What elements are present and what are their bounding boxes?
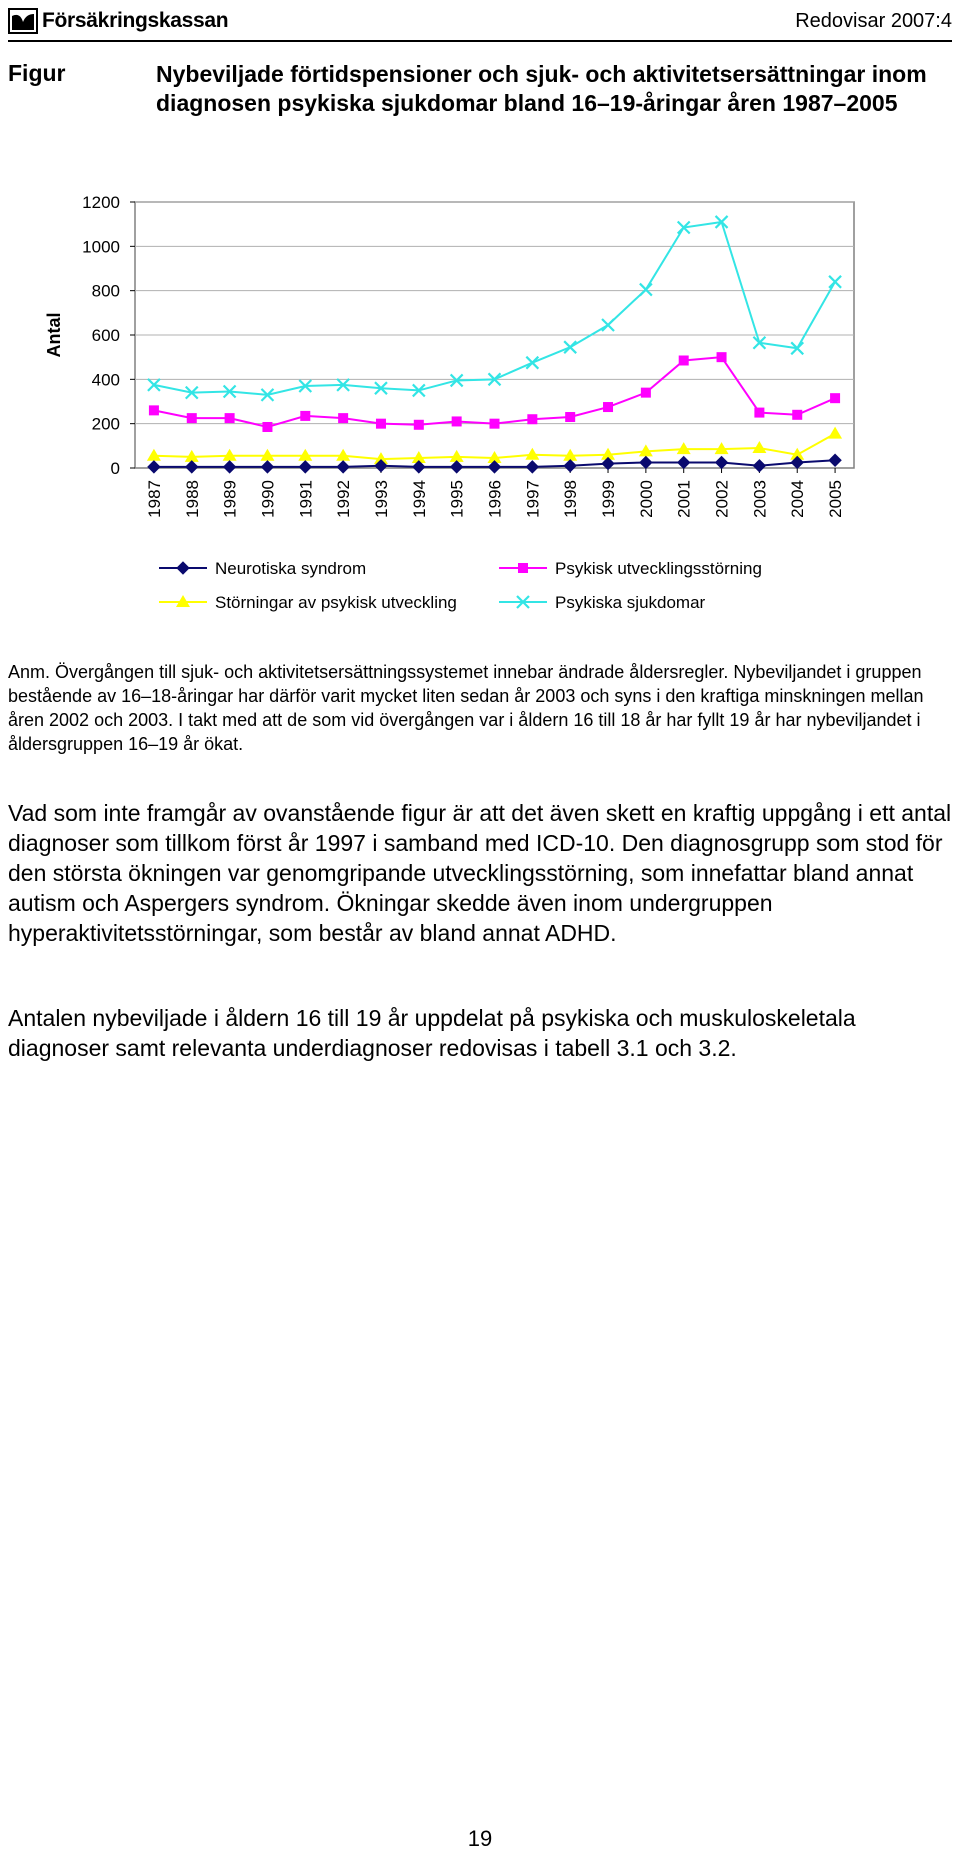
x-tick-label: 1999 xyxy=(599,480,619,518)
forsakringskassan-logo-icon xyxy=(8,8,38,34)
y-tick-label: 1000 xyxy=(82,237,120,257)
data-point xyxy=(300,411,310,421)
x-tick-label: 1991 xyxy=(296,480,316,518)
data-point xyxy=(414,420,424,430)
y-tick-label: 0 xyxy=(110,459,120,478)
data-point xyxy=(262,422,272,432)
x-tick-label: 1992 xyxy=(334,480,354,518)
y-tick-label: 800 xyxy=(91,281,120,301)
data-point xyxy=(679,355,689,365)
x-tick-label: 1990 xyxy=(258,480,278,518)
x-tick-label: 1988 xyxy=(182,480,202,518)
data-point xyxy=(565,412,575,422)
legend-swatch-marker xyxy=(177,562,189,574)
x-tick-label: 2003 xyxy=(750,480,770,518)
data-point xyxy=(376,419,386,429)
legend-label: Psykiska sjukdomar xyxy=(555,593,706,612)
body-paragraph-2: Antalen nybeviljade i åldern 16 till 19 år uppdelat på psykiska och muskuloskeletala diagnoser samt relevanta underdiagnoser redovisas i tabell 3.1 och 3.2. xyxy=(8,1005,856,1061)
x-tick-label: 1989 xyxy=(220,480,240,518)
data-point xyxy=(490,419,500,429)
data-point xyxy=(792,410,802,420)
x-tick-label: 2000 xyxy=(636,480,656,518)
y-tick-label: 400 xyxy=(91,370,120,390)
data-point xyxy=(452,416,462,426)
data-point xyxy=(225,413,235,423)
legend-label: Störningar av psykisk utveckling xyxy=(215,593,457,612)
figure-label: Figur xyxy=(8,60,66,86)
page-header xyxy=(8,6,952,42)
data-point xyxy=(754,408,764,418)
x-tick-label: 1995 xyxy=(447,480,467,518)
x-tick-label: 2004 xyxy=(788,480,808,518)
legend-label: Psykisk utvecklingsstörning xyxy=(555,559,762,578)
line-chart xyxy=(0,180,960,630)
figure-title: Nybeviljade förtidspensioner och sjuk- och aktivitetsersättningar inom diagnosen psykiska sjukdomar bland 16–19-åringar åren 1987–2005 xyxy=(156,61,927,116)
brand-name: Försäkringskassan xyxy=(42,9,229,32)
data-point xyxy=(717,352,727,362)
x-tick-label: 1987 xyxy=(144,480,164,518)
legend-label: Neurotiska syndrom xyxy=(215,559,367,578)
figure-note: Anm. Övergången till sjuk- och aktivitetsersättningssystemet innebar ändrade åldersregler. Nybeviljandet i gruppen bestående av 16–18-åringar har därför varit mycket liten sedan år 2003 och syns i den kraftiga minskningen mellan åren 2002 och 2003. I takt med att de som vid övergången var i åldern 16 till 18 år har fyllt 19 år har nybeviljandet i åldersgruppen 16–19 år ökat. xyxy=(8,662,924,754)
data-point xyxy=(338,413,348,423)
x-tick-label: 2001 xyxy=(674,480,694,518)
data-point xyxy=(187,413,197,423)
x-tick-label: 1997 xyxy=(523,480,543,518)
data-point xyxy=(641,388,651,398)
data-point xyxy=(603,402,613,412)
x-tick-label: 1993 xyxy=(371,480,391,518)
y-tick-label: 1200 xyxy=(82,193,120,212)
body-paragraph-1: Vad som inte framgår av ovanstående figur är att det även skett en kraftig uppgång i ett antal diagnoser som tillkom först år 1997 i samband med ICD-10. Den diagnosgrupp som stod för den största ökningen var genomgripande utvecklingsstörning, som innefattar bland annat autism och Aspergers syndrom. Ökningar skedde även inom undergruppen hyperaktivitetsstörningar, som består av bland annat ADHD. xyxy=(8,800,952,946)
y-tick-label: 200 xyxy=(91,414,120,434)
x-tick-label: 1994 xyxy=(409,480,429,518)
page-number: 19 xyxy=(467,1826,493,1851)
x-tick-label: 1998 xyxy=(561,480,581,518)
data-point xyxy=(527,414,537,424)
chart-canvas xyxy=(0,180,960,630)
x-tick-label: 2002 xyxy=(712,480,732,518)
data-point xyxy=(830,393,840,403)
legend-swatch-marker xyxy=(518,563,528,573)
data-point xyxy=(149,405,159,415)
report-id: Redovisar 2007:4 xyxy=(795,10,952,32)
x-tick-label: 1996 xyxy=(485,480,505,518)
y-tick-label: 600 xyxy=(91,326,120,345)
y-axis-label: Antal xyxy=(44,312,64,358)
x-tick-label: 2005 xyxy=(826,480,846,518)
